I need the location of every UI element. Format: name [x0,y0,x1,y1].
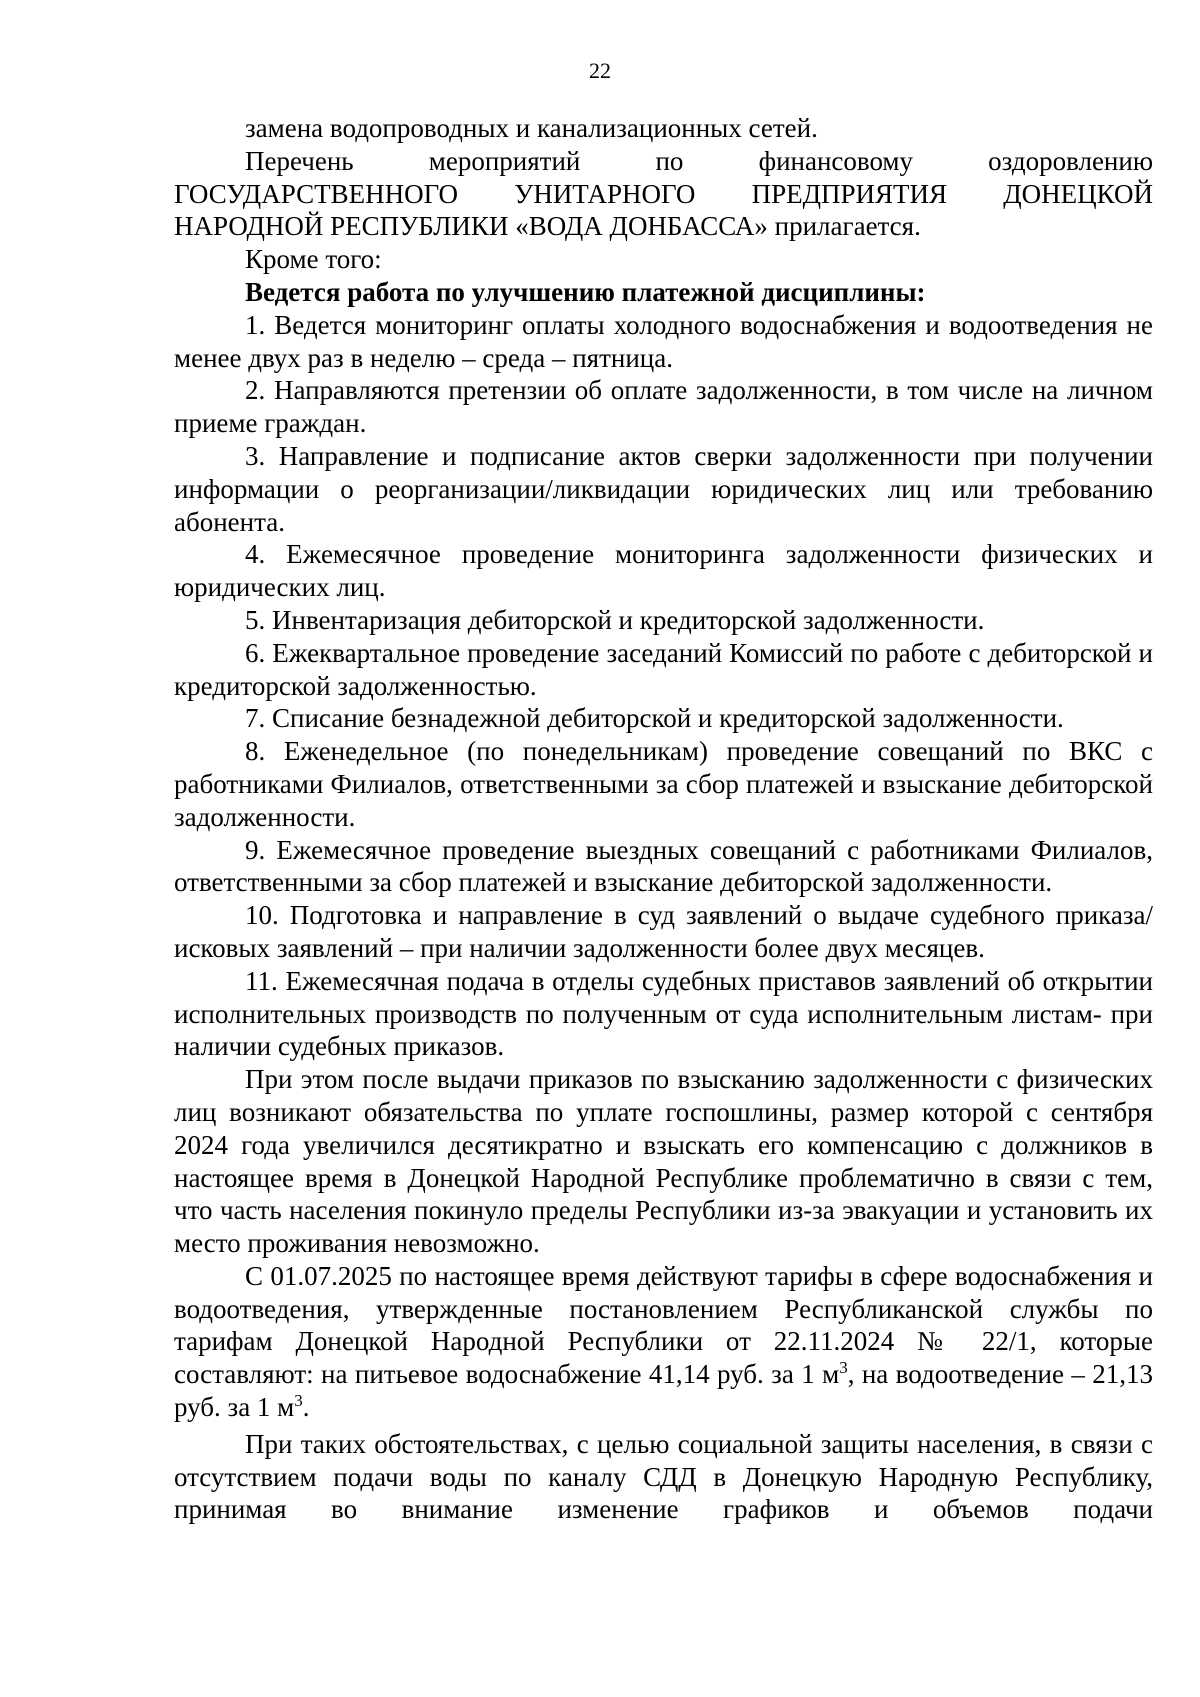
paragraph-state-duty: При этом после выдачи приказов по взысканию задолженности с физических лиц возникают обязательства по уплате госпошлины, размер которой с сентября 2024 года увеличился десятикратно и взыскать его компенсацию с должников в настоящее время в Донецкой Народной Республике проблематично в связи с тем, что часть населения покинуло пределы Республики из-за эвакуации и установить их место проживания невозможно. [174,1064,1153,1259]
section-heading: Ведется работа по улучшению платежной дисциплины: [245,276,926,307]
paragraph-network-replacement: замена водопроводных и канализационных сетей. [245,113,818,143]
list-item-4: 4. Ежемесячное проведение мониторинга задолженности физических и юридических лиц. [174,539,1153,603]
list-item-3: 3. Направление и подписание актов сверки задолженности при получении информации о реорганизации/ликвидации юридических лиц или требованию абонента. [174,440,1153,537]
paragraph-tariffs [174,1260,1153,1424]
list-item-5: 5. Инвентаризация дебиторской и кредиторской задолженности. [245,604,985,635]
tariffs-text-b: , на водоотведение – 21,13 руб. за 1 м [174,1359,1153,1423]
page-number: 22 [589,58,611,83]
paragraph-recovery-plan: Перечень мероприятий по финансовому оздоровлению ГОСУДАРСТВЕННОГО УНИТАРНОГО ПРЕДПРИЯТИЯ ДОНЕЦКОЙ НАРОДНОЙ РЕСПУБЛИКИ «ВОДА ДОНБАССА» прилагается. [174,145,1153,242]
paragraph-circumstances: При таких обстоятельствах, с целью социальной защиты населения, в связи с отсутствием подачи воды по каналу СДД в Донецкую Народную Республику, принимая во внимание изменение графиков и объемов подачи [174,1428,1153,1525]
document-body [174,112,1153,1526]
cubic-superscript-2: 3 [294,1391,303,1411]
tariffs-text-a: С 01.07.2025 по настоящее время действуют тарифы в сфере водоснабжения и водоотведения, утвержденные постановлением Республиканской службы по тарифам Донецкой Народной Республики от 22.11.2024 № 22/1, которые составляют: на питьевое водоснабжение 41,14 руб. за 1 м [174,1260,1153,1390]
list-item-10: 10. Подготовка и направление в суд заявлений о выдаче судебного приказа/исковых заявлений – при наличии задолженности более двух месяцев. [174,900,1153,963]
list-item-1: 1. Ведется мониторинг оплаты холодного водоснабжения и водоотведения не менее двух раз в неделю – среда – пятница. [174,309,1153,373]
list-item-7: 7. Списание безнадежной дебиторской и кредиторской задолженности. [245,703,1064,734]
list-item-2: 2. Направляются претензии об оплате задолженности, в том числе на личном приеме граждан. [174,375,1153,439]
list-item-6: 6. Ежеквартальное проведение заседаний Комиссий по работе с дебиторской и кредиторской задолженностью. [174,637,1153,701]
list-item-11: 11. Ежемесячная подача в отделы судебных приставов заявлений об открытии исполнительных производств по полученным от суда исполнительным листам- при наличии судебных приказов. [174,965,1153,1062]
list-item-9: 9. Ежемесячное проведение выездных совещаний с работниками Филиалов, ответственными за сбор платежей и взыскание дебиторской задолженности. [174,834,1153,898]
list-item-8: 8. Еженедельное (по понедельникам) проведение совещаний по ВКС с работниками Филиалов, ответственными за сбор платежей и взыскание дебиторской задолженности. [174,736,1153,832]
paragraph-besides: Кроме того: [245,244,382,275]
cubic-superscript-1: 3 [839,1358,848,1378]
tariffs-text-c: . [302,1392,310,1423]
